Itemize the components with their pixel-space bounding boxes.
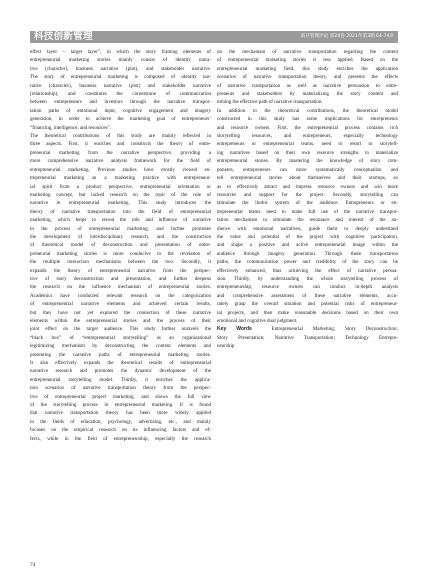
text-line: mining the effective path of narrative transportation. [217,99,323,106]
text-line: as to effectively attract and impress resource owners and win more [217,183,398,190]
text-line: in the fields of education, psychology, advertising, etc., and mainly [30,418,211,425]
text-line: trepreneurial teams need to make full use of the narrative transpor- [217,208,398,215]
keywords-text-1: Entrepreneurial Marketing; Story Deconstruction; [271,326,398,333]
journal-citation: 南开管理评论 第24卷 2021年第3期 64-74页 [300,34,394,39]
text-line: rative (character), business narrative (plot) and stakeholder narrative [30,82,211,89]
running-header-bar [30,31,398,43]
right-body-text [217,48,398,325]
text-line: in the process of entrepreneurial marketing, and further promotes [30,225,211,232]
text-line: tell entrepreneurial stories about themselves and their startups, so [217,175,398,182]
text-line: entrepreneurial marketing. Previous studies have mostly viewed en- [30,166,211,173]
text-line: presenting the narrative paths of entrepreneurial marketing stories. [30,351,211,358]
text-line: legitimizing mechanism by deconstructing the content elements and [30,343,211,350]
text-line: scenarios of narrative transportation theory, and presents the effects [217,74,398,81]
text-line: storytelling resources, and entrepreneurs, especially technology [217,133,398,140]
text-line: audience through imagery generation. Through these transportation [217,250,398,257]
right-text-column [217,48,398,351]
text-line: tation mechanism to stimulate the resonance and interest of the au- [217,217,398,224]
text-line: theory of narrative transportation into the field of entrepreneurial [30,208,211,215]
text-line: ial spirit from a product perspective, entrepreneurial orientation or [30,183,211,190]
text-line: joint effect on the target audience. This study further unravels the [30,326,211,333]
keywords-line: neurship [217,343,235,350]
text-line: paths, the communication power and credibility of the story can be [217,259,398,266]
text-line: tive (character), business narrative (plot), and stakeholder narrative. [30,65,211,72]
page-number: 74 [30,562,36,568]
text-line: entrepreneurial stories. By mastering the knowledge of story com- [217,158,398,165]
text-line: stimulate the limbic system of the audience. Entrepreneurs or en- [217,200,398,207]
text-line: narrative in entrepreneurial marketing. This study introduces the [30,200,211,207]
text-line: entrepreneurial storytelling model. Thirdly, it enriches the applica- [30,376,211,383]
text-line: elements within the entrepreneurial stories and the process of their [30,318,211,324]
text-line: generation, in order to achieve the marketing goal of entrepreneurs’ [30,116,211,123]
text-line: effect layer – target layer”, in which the story framing elements of [30,49,211,55]
text-line: tation paths of emotional input, cognitive engagement and imagery [30,107,211,114]
text-line: three aspects. First, it enriches and constructs the theory of entre- [30,141,211,148]
text-line: dience with emotional narratives, guide them to deeply understand [217,225,398,232]
text-line: of the storytelling process in entrepreneurial marketing. It is found [30,402,211,409]
text-line: of theoretical model of deconstruction and presentation of entre- [30,242,211,249]
text-line: expands the theory of entrepreneurial narrative from the perspec- [30,267,211,274]
text-line: but they have not yet explored the connection of these narrative [30,309,211,316]
text-line: and shape a positive and active entrepreneurial image within the [217,242,398,249]
text-line: ing narratives based on their own resource strengths to materialize [217,149,398,156]
text-line: entrepreneurs or entrepreneurial teams, need to resort to storytell- [217,141,398,148]
text-line: effectively enhanced, thus achieving the effect of narrative persua- [217,267,398,274]
text-line: that narrative transportation theory has been more widely applied [30,410,211,417]
text-line: the value and potential of the project with cognitive participation, [217,233,398,240]
text-line: rately grasp the overall situation and potential risks of entrepreneur- [217,301,398,308]
keywords-line [217,325,398,333]
text-line: the development of interdisciplinary research, and the construction [30,233,211,240]
text-line: narrative research and promotes the dynamic development of the [30,368,211,375]
text-line: trepreneurial marketing as a marketing practice with entrepreneur- [30,175,211,182]
text-line: constructed in this study has some implications for entrepreneurs [217,116,398,123]
text-line: and resource owners. First, the entrepreneurial process contains rich [217,124,398,131]
text-line: fects, while in the field of entrepreneurship, especially the research [30,435,211,442]
text-line: “black box” of “entrepreneurial storytelling” as an organizational [30,334,211,341]
text-line: “financing, intelligence, and resources”. [30,124,111,131]
text-line: tion scenarios of narrative transportation theory from the perspec- [30,385,211,392]
keywords-line: Story Presentation; Narrative Transportation; Technology Entrepre- [217,334,398,341]
text-line: on the mechanism of narrative transportation regarding the content [217,49,398,55]
text-line: entrepreneurial marketing stories mainly consist of identity narra- [30,57,211,64]
text-line: entrepreneurship, resource owners can conduct in-depth analysis [217,284,398,291]
text-line: It also effectively expands the theoretical results of entrepreneurial [30,360,211,367]
text-line: The story of entrepreneurial marketing is composed of identity nar- [30,74,211,81]
text-line: the research on the influence mechanism of entrepreneurial stories. [30,284,211,291]
keywords-label: Key Words [217,326,252,333]
text-line: resources and support for the project. Secondly, storytelling can [217,191,398,198]
left-text-column [30,48,211,443]
text-line: ial projects, and then make reasonable decisions based on their own [217,309,398,316]
section-title: 科技创新管理 [34,31,93,42]
text-line: of entrepreneurial narrative elements and achieved certain results, [30,301,211,308]
text-line: In addition to the theoretical contributions, the theoretical model [217,107,398,114]
text-line: and comprehensive assessment of these narrative elements, accu- [217,292,398,299]
text-line: marketing concept, but lacked research on the topic of the role of [30,191,211,198]
text-line: entrepreneurial marketing field, this study enriches the application [217,65,398,72]
text-line: more comprehensive narrative analysis framework for the field of [30,158,211,165]
text-line: the multiple interaction mechanisms between the two. Secondly, it [30,259,211,266]
text-line: preneurial marketing stories is more conducive to the revelation of [30,250,211,257]
text-line: preneurial marketing from the narrative perspective, providing a [30,149,211,156]
text-line: focuses on the empirical research on its influencing factors and ef- [30,427,211,434]
text-line: sion. Thirdly, by understanding the whole storytelling process of [217,275,398,282]
text-line: The theoretical contributions of this study are mainly reflected in [30,133,211,140]
text-line: tive of entrepreneurial project marketing, and shows the full view [30,393,211,400]
text-line: marketing, which helps to reveal the role and influence of narrative [30,217,211,224]
text-line: of narrative transportation as well as narrative persuasion to entre- [217,82,398,89]
text-line: preneurs and stakeholders by materializing the story content and [217,91,398,98]
text-line: Academics have conducted relevant research on the categorization [30,292,211,299]
text-line: (relationship), and constitutes the cornerstone of communication [30,91,211,98]
text-line: tive of story deconstruction and presentation, and further deepens [30,275,211,282]
text-line: between entrepreneurs and investors through the narrative transpor- [30,99,211,106]
text-line: of entrepreneurial marketing stories is less applied. Based on the [217,57,398,64]
text-line: ponents, entrepreneurs can more systematically conceptualize and [217,166,398,173]
text-line: emotional and cognitive dual judgment. [217,318,298,324]
